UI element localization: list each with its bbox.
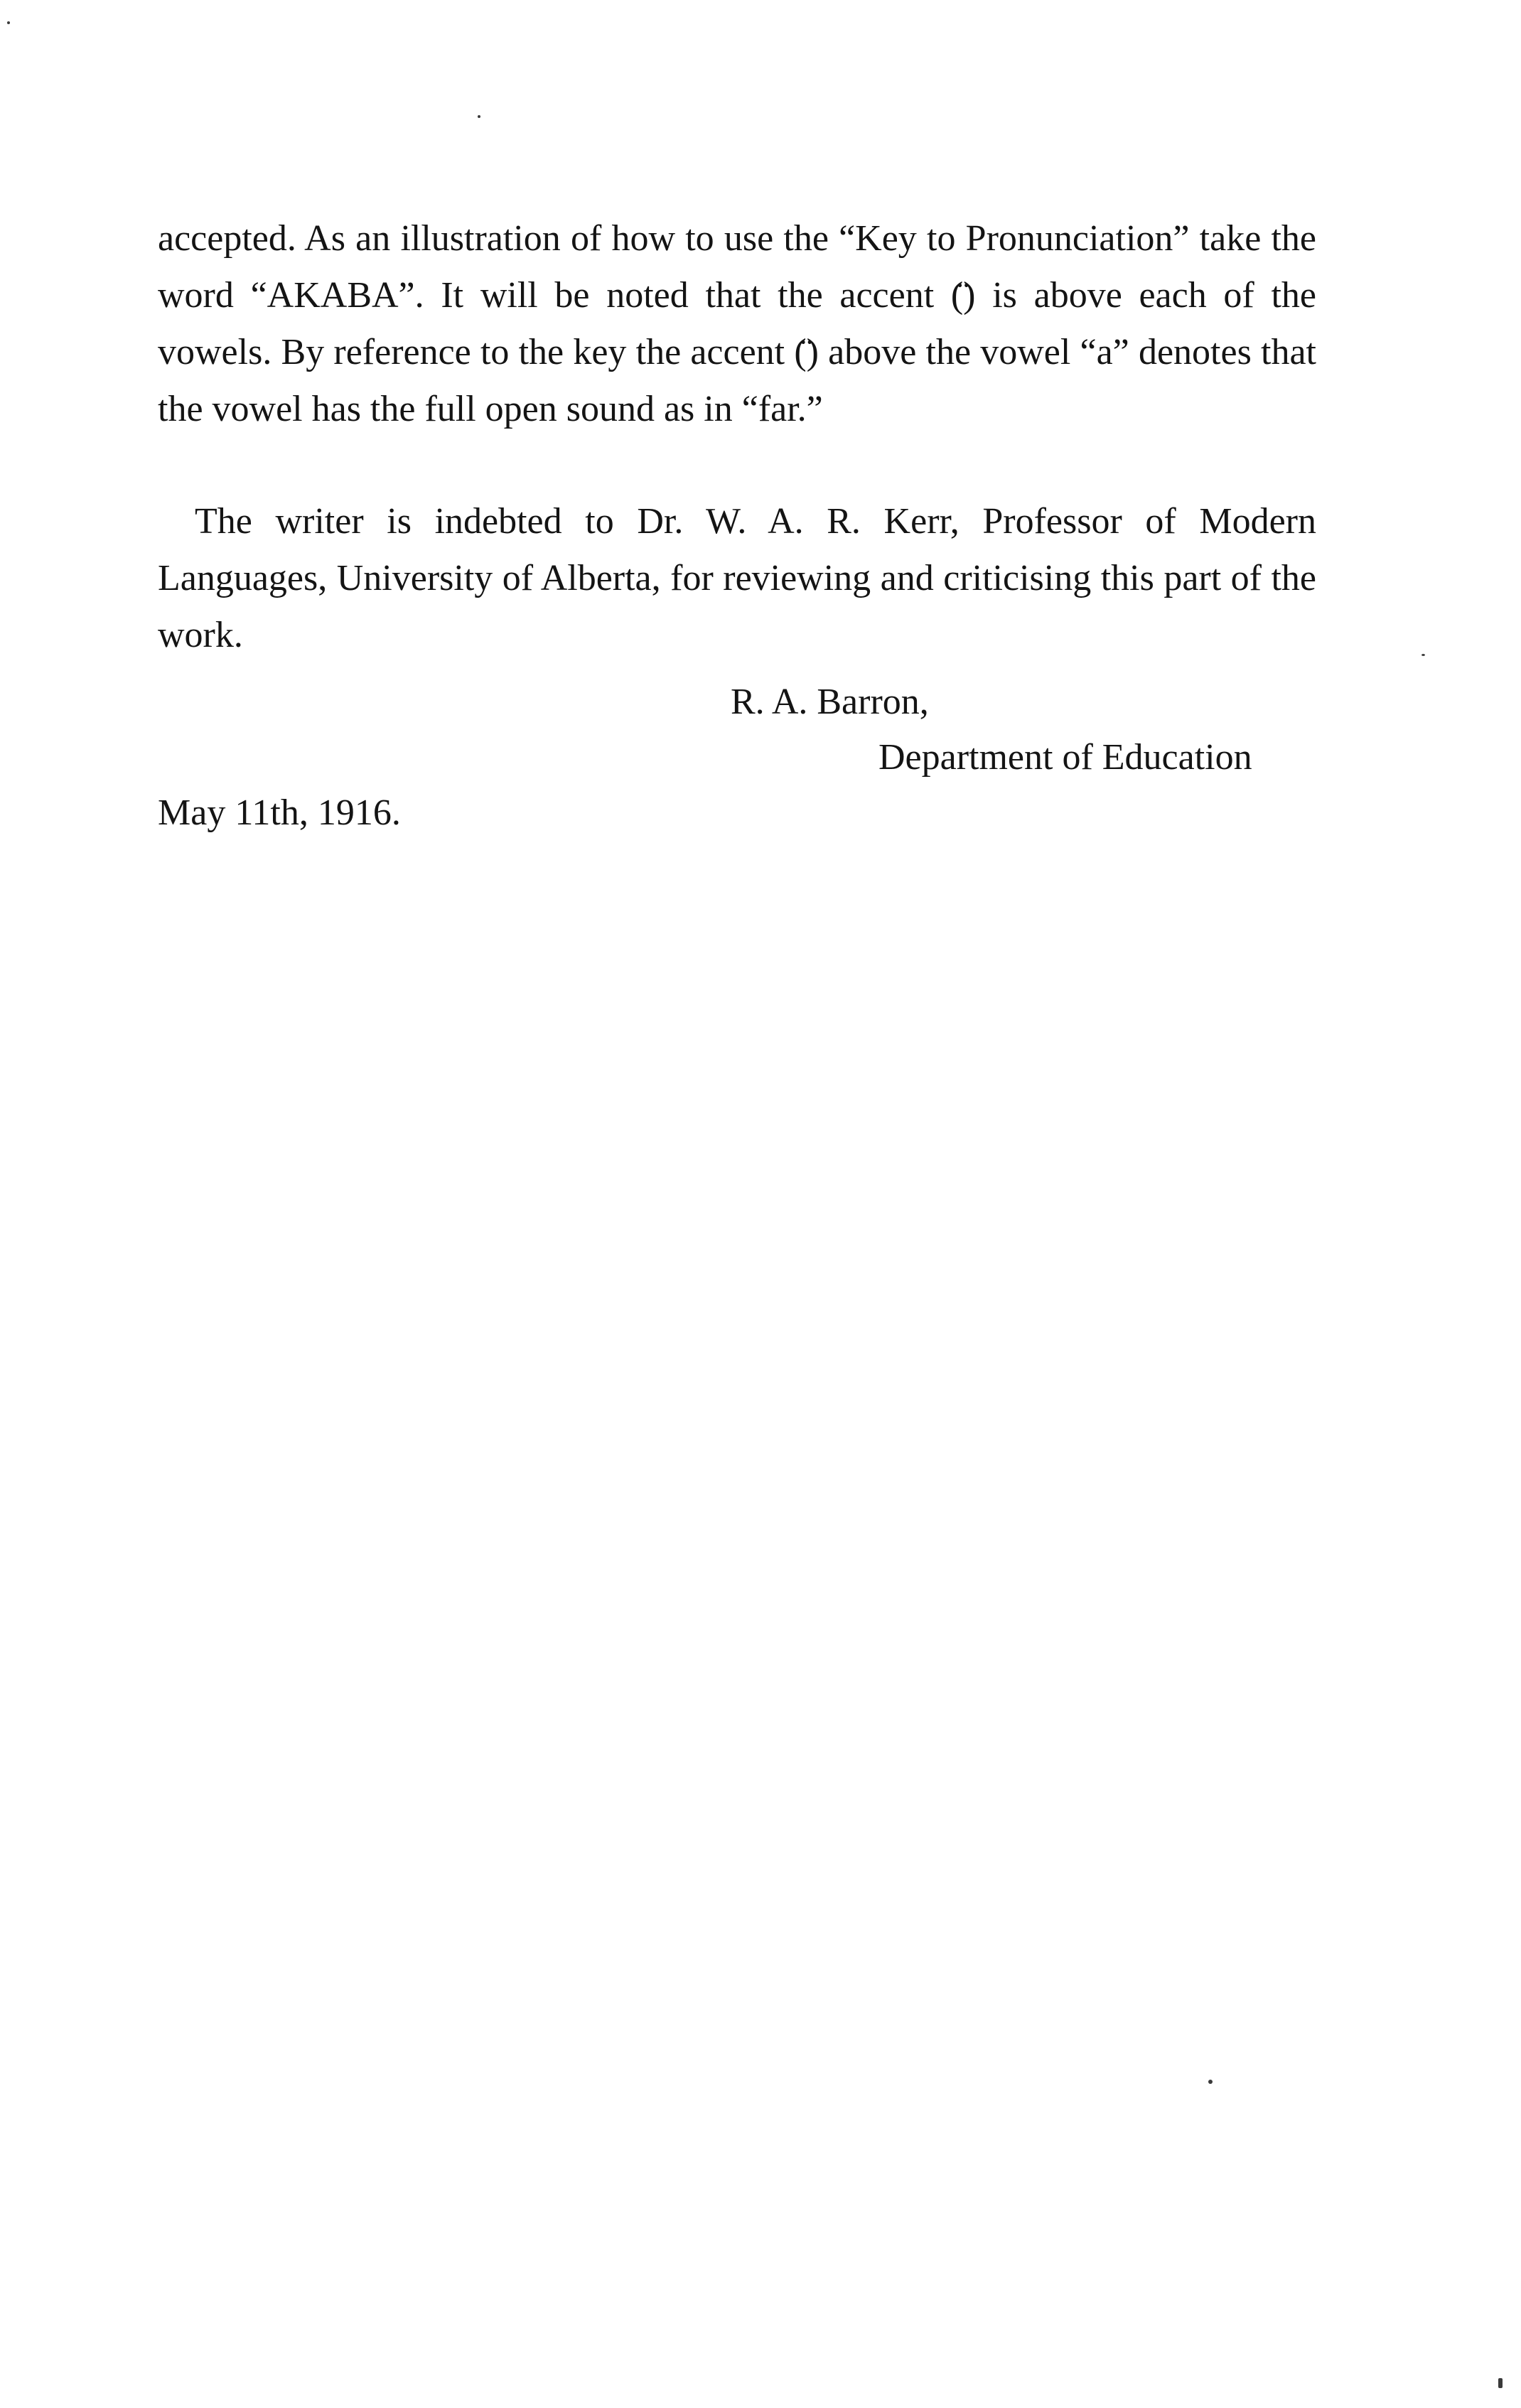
scan-speck	[1208, 2080, 1213, 2084]
document-date: May 11th, 1916.	[158, 792, 401, 833]
signature-department: Department of Education	[878, 737, 1252, 778]
signature-name: R. A. Barron,	[731, 682, 929, 722]
scan-speck	[478, 115, 480, 118]
body-paragraph-acknowledgement: The writer is indebted to Dr. W. A. R. Kerr, Professor of Modern Languages, University of Alberta, for reviewing and criticising this part of the work.	[158, 501, 1316, 655]
body-paragraph-pronunciation: accepted. As an illustration of how to use the “Key to Pronunciation” take the word “AKABA”. It will be noted that the accent (̈) is above each of the vowels. By reference to the key the accent (̈) above the vowel “a” denotes that the vowel has the full open sound as in “far.”	[158, 218, 1316, 429]
scan-speck	[1421, 654, 1425, 656]
scan-speck	[1498, 2378, 1503, 2388]
scan-speck	[7, 21, 10, 24]
